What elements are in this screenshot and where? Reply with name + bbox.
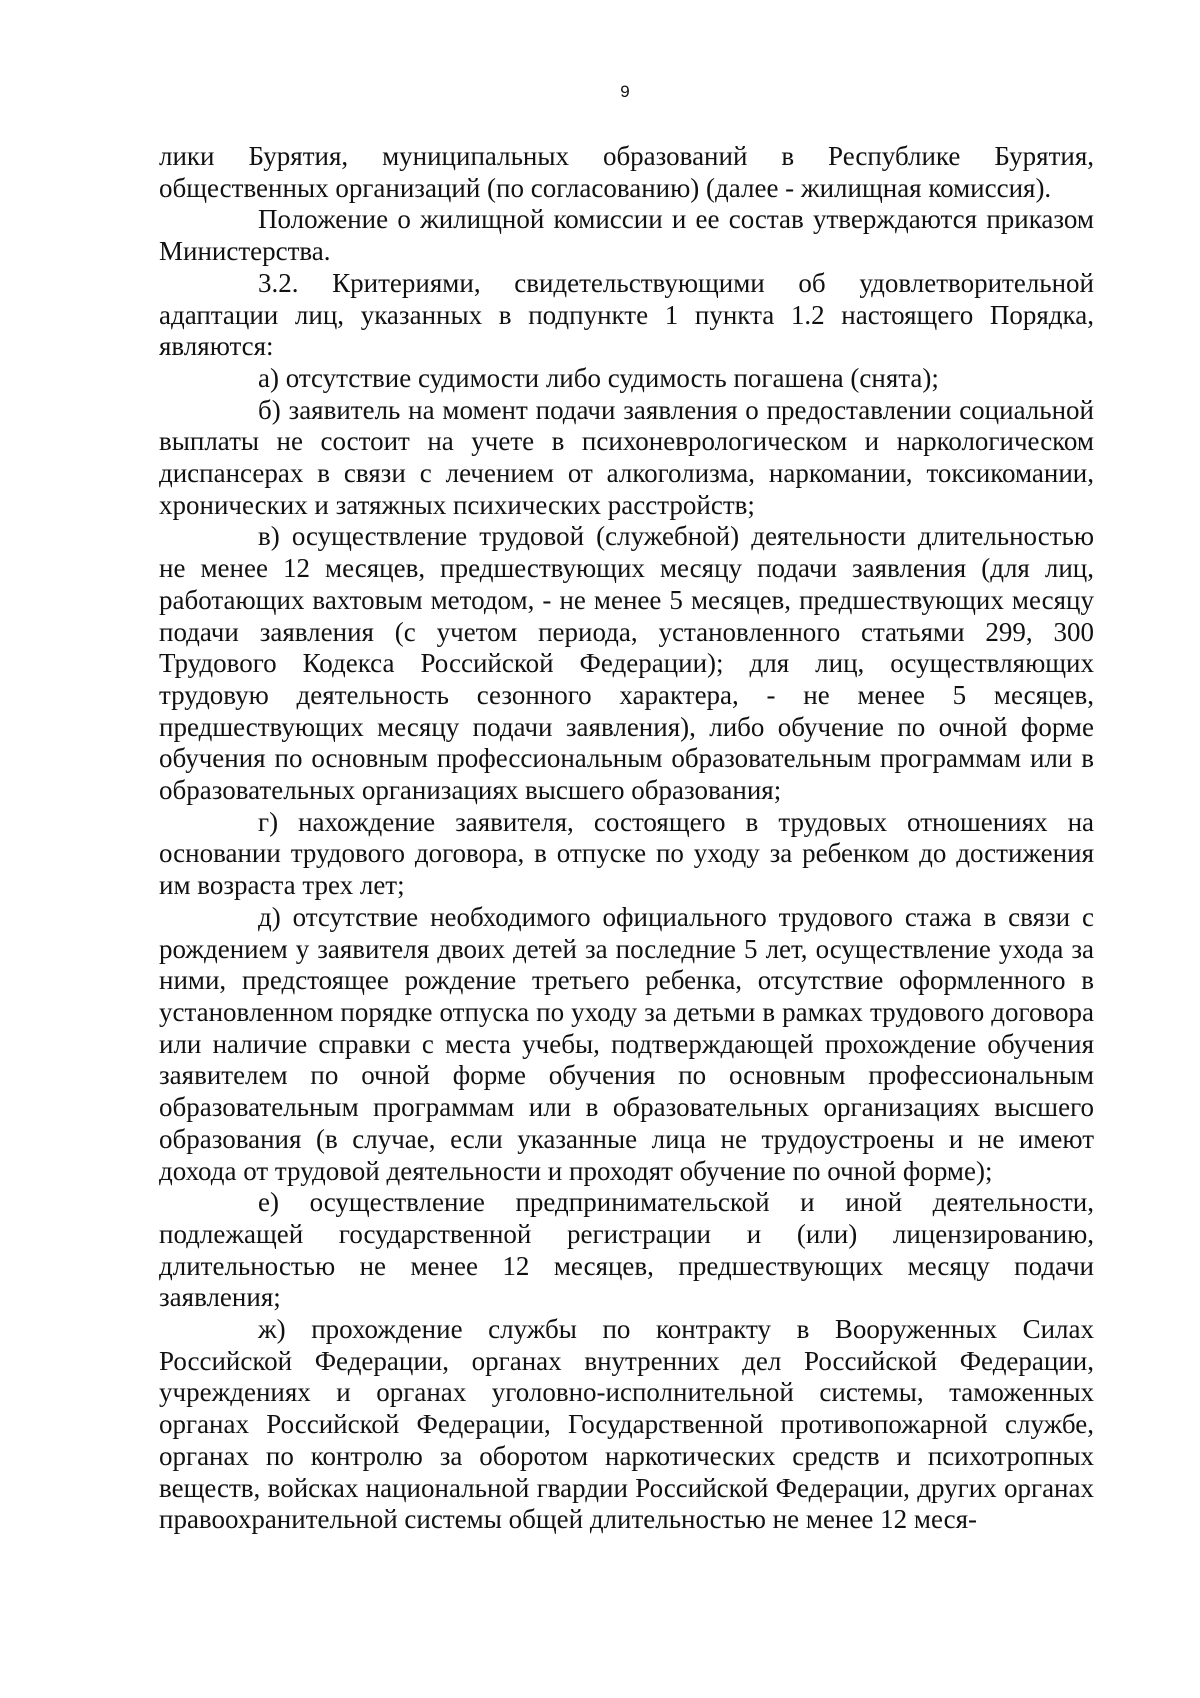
page-number: 9 bbox=[620, 82, 630, 101]
paragraph: е) осуществление предпринимательской и иной деятельности, подлежащей государственной регистрации и (или) лицензированию, длительностью не менее 12 месяцев, предшествующих месяцу подачи заявления; bbox=[159, 1187, 1094, 1313]
paragraph: д) отсутствие необходимого официального трудового стажа в связи с рождением у заявителя двоих детей за последние 5 лет, осуществление ухода за ними, предстоящее рождение третьего ребенка, отсутствие оформленного в установленном порядке отпуска по уходу за детьми в рамках трудового договора или наличие справки с места учебы, подтверждающей прохождение обучения заявителем по очной форме обучения по основным профессиональным образовательным программам или в образовательных организациях высшего образования (в случае, если указанные лица не трудоустроены и не имеют дохода от трудовой деятельности и проходят обучение по очной форме); bbox=[159, 901, 1094, 1186]
paragraph: г) нахождение заявителя, состоящего в трудовых отношениях на основании трудового договора, в отпуске по уходу за ребенком до достижения им возраста трех лет; bbox=[159, 806, 1094, 901]
document-body bbox=[159, 141, 1094, 1536]
paragraph: ж) прохождение службы по контракту в Вооруженных Силах Российской Федерации, органах внутренних дел Российской Федерации, учреждениях и органах уголовно-исполнительной системы, таможенных органах Российской Федерации, Государственной противопожарной службе, органах по контролю за оборотом наркотических средств и психотропных веществ, войсках национальной гвардии Российской Федерации, других органах правоохранительной системы общей длительностью не менее 12 меся- bbox=[159, 1314, 1094, 1535]
paragraph: 3.2. Критериями, свидетельствующими об удовлетворительной адаптации лиц, указанных в подпункте 1 пункта 1.2 настоящего Порядка, являются: bbox=[159, 267, 1094, 362]
paragraph: в) осуществление трудовой (служебной) деятельности длительностью не менее 12 месяцев, предшествующих месяцу подачи заявления (для лиц, работающих вахтовым методом, - не менее 5 месяцев, предшествующих месяцу подачи заявления (с учетом периода, установленного статьями 299, 300 Трудового Кодекса Российской Федерации); для лиц, осуществляющих трудовую деятельность сезонного характера, - не менее 5 месяцев, предшествующих месяцу подачи заявления), либо обучение по очной форме обучения по основным профессиональным образовательным программам или в образовательных организациях высшего образования; bbox=[159, 521, 1094, 806]
paragraph: Положение о жилищной комиссии и ее состав утверждаются приказом Министерства. bbox=[159, 204, 1094, 267]
paragraph: а) отсутствие судимости либо судимость погашена (снята); bbox=[258, 362, 939, 393]
paragraph: лики Бурятия, муниципальных образований в Республике Бурятия, общественных организаций (по согласованию) (далее - жилищная комиссия). bbox=[159, 141, 1094, 203]
paragraph: б) заявитель на момент подачи заявления о предоставлении социальной выплаты не состоит на учете в психоневрологическом и наркологическом диспансерах в связи с лечением от алкоголизма, наркомании, токсикомании, хронических и затяжных психических расстройств; bbox=[159, 394, 1094, 520]
